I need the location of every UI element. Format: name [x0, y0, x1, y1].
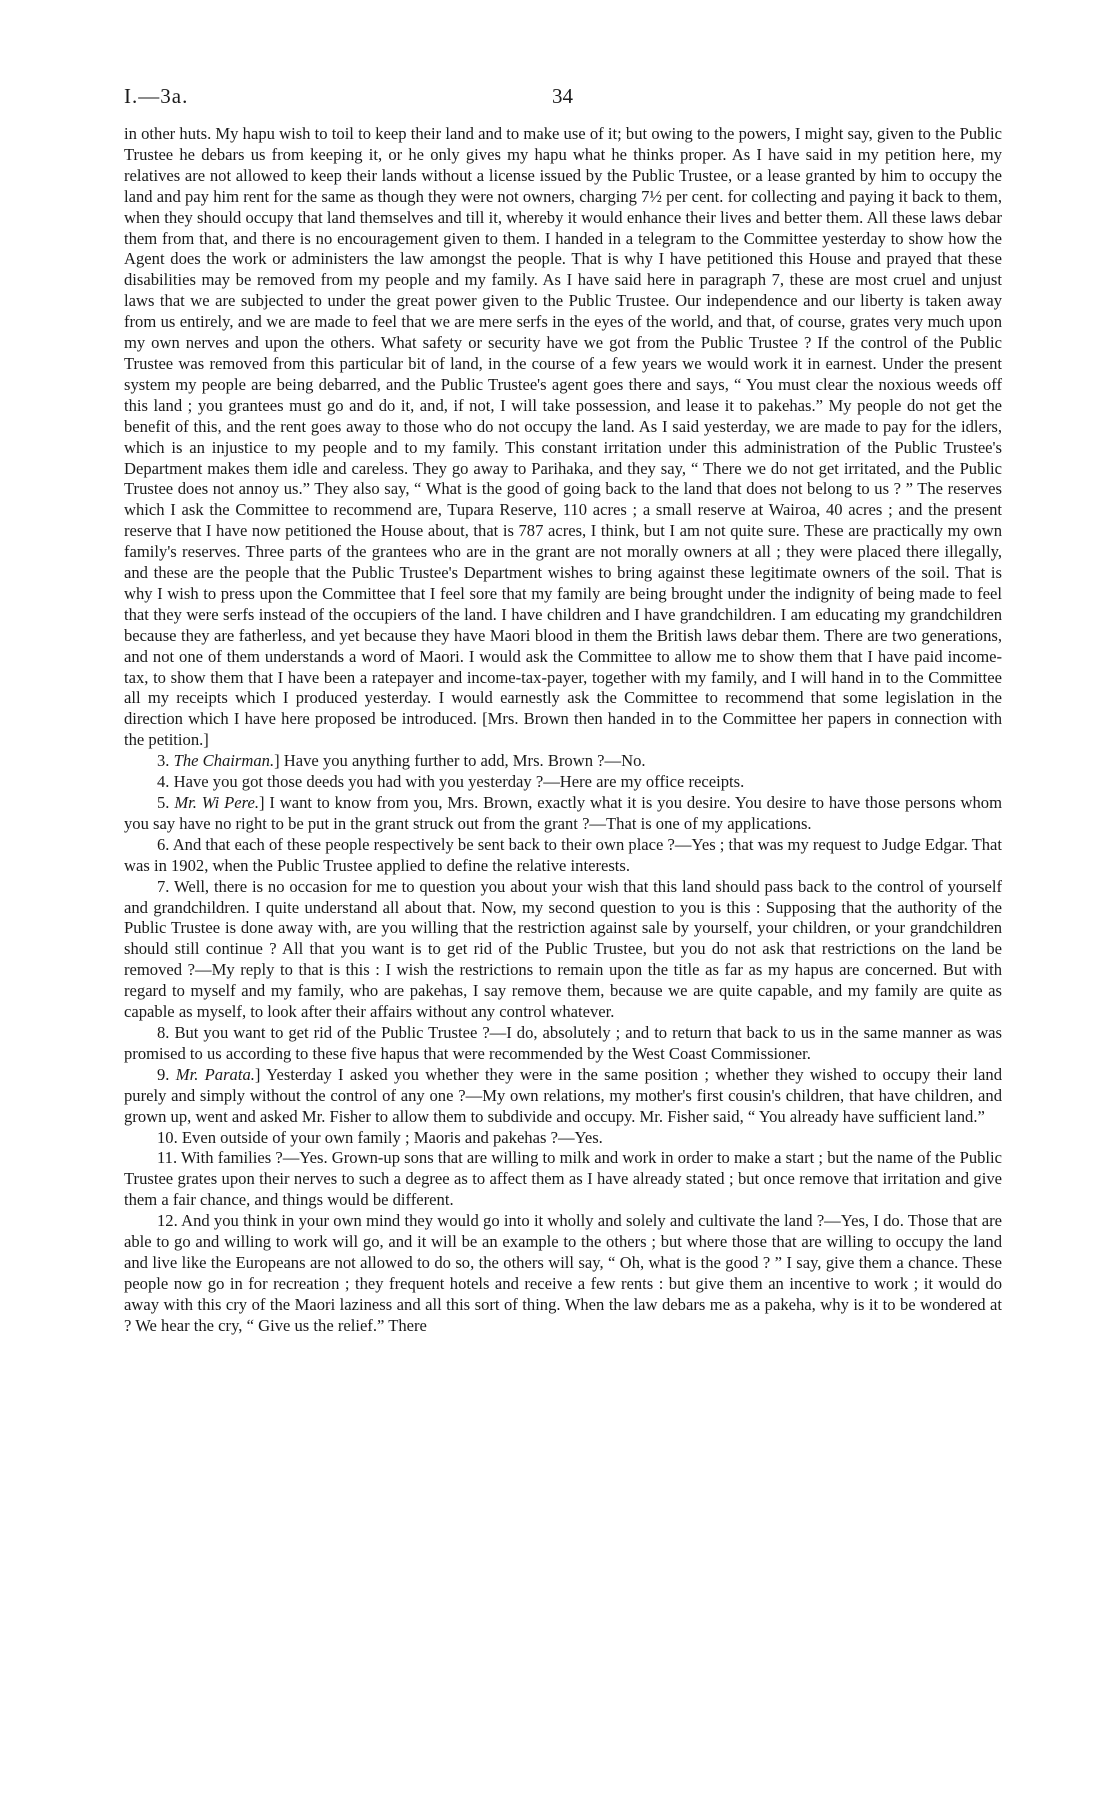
question-5: 5. Mr. Wi Pere.] I want to know from you, Mrs. Brown, exactly what it is you desire. You desire to have those persons whom you say have no right to be put in the grant struck out from the grant ?—That is one of my applications. [124, 793, 1002, 833]
question-9: 9. Mr. Parata.] Yesterday I asked you whether they were in the same position ; whether they wished to occupy their land purely and simply without the control of any one ?—My own relations, my mother's first cousin's children, that have children, and grown up, went and asked Mr. Fisher to allow them to subdivide and occupy. Mr. Fisher said, “ You already have sufficient land.” [124, 1064, 1002, 1126]
question-4: 4. Have you got those deeds you had with you yesterday ?—Here are my office receipts. [157, 772, 745, 792]
question-7: 7. Well, there is no occasion for me to question you about your wish that this land should pass back to the control of yourself and grandchildren. I quite understand all about that. Now, my second question to you is this : Supposing that the authority of the Public Trustee is done away with, are you willing that the restriction against sale by yourself, your children, or your grandchildren should still continue ? All that you want is to get rid of the Public Trustee, but you do not ask that restrictions on the land be removed ?—My reply to that is this : I wish the restrictions to remain upon the title as far as my hapus are concerned. But with regard to myself and my family, who are pakehas, I say remove them, because we are quite capable, and my family are quite as capable as myself, to look after their affairs without any control whatever. [124, 876, 1002, 1022]
question-11: 11. With families ?—Yes. Grown-up sons that are willing to milk and work in order to make a start ; but the name of the Public Trustee grates upon their nerves to such a degree as to affect them as I have already stated ; but once remove that irritation and give them a fair chance, and things would be different. [124, 1148, 1002, 1210]
question-3: 3. The Chairman.] Have you anything further to add, Mrs. Brown ?—No. [157, 751, 646, 771]
body-text [124, 124, 1002, 1337]
question-6: 6. And that each of these people respectively be sent back to their own place ?—Yes ; that was my request to Judge Edgar. That was in 1902, when the Public Trustee applied to define the relative interests. [124, 834, 1002, 875]
speaker-name: Mr. Wi Pere. [174, 793, 259, 812]
document-page [124, 84, 1002, 1337]
document-reference: I.—3a. [124, 84, 189, 108]
question-8: 8. But you want to get rid of the Public Trustee ?—I do, absolutely ; and to return that back to us in the same manner as was promised to us according to these five hapus that were recommended by the West Coast Commissioner. [124, 1022, 1002, 1063]
question-10: 10. Even outside of your own family ; Maoris and pakehas ?—Yes. [157, 1127, 603, 1147]
paragraph-continuation: in other huts. My hapu wish to toil to keep their land and to make use of it; but owing to the powers, I might say, given to the Public Trustee he debars us from keeping it, or he only gives my hapu what he thinks proper. As I have said in my petition here, my relatives are not allowed to keep their lands without a license issued by the Public Trustee, or a lease granted by him to occupy the land and pay him rent for the same as though they were not owners, charging 7½ per cent. for collecting and paying it back to them, when they should occupy that land themselves and till it, whereby it would enhance their lives and better them. All these laws debar them from that, and there is no encouragement given to them. I handed in a telegram to the Committee yesterday to show how the Agent does the work or administers the law amongst the people. That is why I have petitioned this House and prayed that these disabilities may be removed from my people and my family. As I have said here in paragraph 7, these are most cruel and unjust laws that we are subjected to under the great power given to the Public Trustee. Our independence and our liberty is taken away from us entirely, and we are made to feel that we are mere serfs in the eyes of the world, and that, of course, grates very much upon my own nerves and upon the others. What safety or security have we got from the Public Trustee ? If the control of the Public Trustee was removed from this particular bit of land, in the course of a few years we would work it in earnest. Under the present system my people are being debarred, and the Public Trustee's agent goes there and says, “ You must clear the noxious weeds off this land ; you grantees must go and do it, and, if not, I will take possession, and lease it to pakehas.” My people do not get the benefit of this, and the rent goes away to those who do not occupy the land. As I said yesterday, we are made to pay for the idlers, which is an injustice to my people and to my family. This constant irritation under this administration of the Public Trustee's Department makes them idle and careless. They go away to Parihaka, and they say, “ There we do not get irritated, and the Public Trustee does not annoy us.” They also say, “ What is the good of going back to the land that does not belong to us ? ” The reserves which I ask the Committee to recommend are, Tupara Reserve, 110 acres ; a small reserve at Wairoa, 40 acres ; and the present reserve that I have now petitioned the House about, that is 787 acres, I think, but I am not quite sure. These are practically my own family's reserves. Three parts of the grantees who are in the grant are not morally owners at all ; they were placed there illegally, and these are the people that the Public Trustee's Department wishes to bring against these legitimate owners of the soil. That is why I wish to press upon the Committee that I feel sore that my family are being brought under the indignity of being made to feel that they were serfs instead of the occupiers of the land. I have children and I have grandchildren. I am educating my grandchildren because they are fatherless, and yet because they have Maori blood in them the British laws debar them. There are two generations, and not one of them understands a word of Maori. I would ask the Committee to allow me to show them that I have paid income-tax, to show them that I have been a ratepayer and income-tax-payer, together with my family, and I will hand in to the Committee all my receipts which I produced yesterday. I would earnestly ask the Committee to recommend that some legislation in the direction which I have here proposed be introduced. [Mrs. Brown then handed in to the Committee her papers in connection with the petition.] [124, 124, 1002, 750]
speaker-name: Mr. Parata. [175, 1064, 255, 1084]
page-number: 34 [552, 84, 573, 108]
speaker-name: The Chairman. [173, 751, 275, 771]
page-header [124, 84, 1002, 124]
question-12: 12. And you think in your own mind they would go into it wholly and solely and cultivate the land ?—Yes, I do. Those that are able to go and willing to work will go, and it will be an example to the others ; but where those that are willing to occupy the land and live like the Europeans are not allowed to do so, the others will say, “ Oh, what is the good ? ” I say, give them a chance. These people now go in for recreation ; they frequent hotels and receive a few rents : but give them an incentive to work ; it would do away with this cry of the Maori laziness and all this sort of thing. When the law debars me as a pakeha, why is it to be wondered at ? We hear the cry, “ Give us the relief.” There [124, 1211, 1002, 1335]
